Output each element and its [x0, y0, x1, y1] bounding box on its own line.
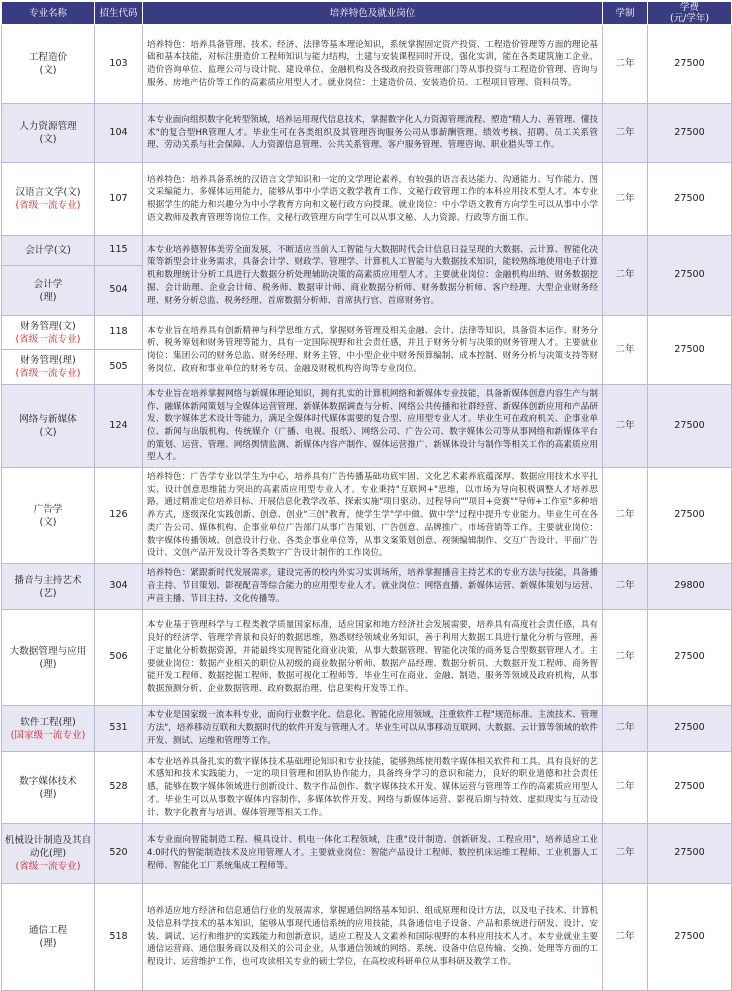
duration-cell: 二年: [603, 884, 648, 991]
major-type: (理): [39, 291, 57, 303]
table-row: [2, 236, 732, 266]
major-name: 大数据管理与应用: [9, 645, 87, 657]
major-type: (文): [53, 245, 71, 256]
major-name: 人力资源管理: [19, 121, 77, 132]
desc-cell: 培养特色：广告学专业以学生为中心，培养具有广告传播基础功底牢固、文化艺术素养底蕴深厚、数据应用技术水平扎实、设计创意思维能力突出的高素质应用型专业人才。专业秉持"互联网+"思维，以市场为导向积极调整人才培养思路，通过精准定位培养目标、开展信息化教学改革、探索实施"项目驱动、过程导向""项目+竞赛""导师+工作室"多种培养方式，逐级深化实践创新、创意、创业"三创"教育，使学生学"学中做、做中学"过程中提升专业能力。毕业生可在各类广告公司、媒体机构、企事业单位广告部门从事广告策划、广告创意、品牌推广、市场营销等工作。主要就业岗位：数字媒体传播领域、创意设计行业、各类企事业单位等，从事文案策划创意、视频编辑制作、交互广告设计、平面广告设计、文创产品开发设计等各类数字广告设计制作的工作岗位。: [143, 468, 603, 564]
major-name: [4, 716, 92, 729]
major-type: (理): [49, 848, 67, 859]
major-name: 数字媒体技术: [19, 775, 77, 787]
duration-cell: 二年: [603, 385, 648, 468]
table-row: [2, 468, 732, 564]
table-row: [2, 610, 732, 706]
desc-cell: 培养适应地方经济和信息通信行业的发展需求，掌握通信网络基本知识、组成原理和设计方法，以及电子技术、计算机及信息科学技术的基本知识，能够从事现代通信系统的应用技能，具备通信电子设备、产品和系统进行研发、设计、安装、调试、运行和维护的实践能力和创新意识，适应工程及人文素养和国际视野的本科应用技术人才。本专业就业主要通信运营商、通信服务商以及相关的公司企业，从事通信领域的网络、系统、设备中信息传输、交换、处理等方面的工程设计、运营维护工作，也可攻读相关专业的硕士学位，在高校或科研单位从事科研及教学工作。: [143, 884, 603, 991]
duration-cell: 二年: [603, 25, 648, 104]
major-name: [4, 186, 92, 199]
major-name: 会计学: [25, 245, 54, 256]
duration-cell: 二年: [603, 706, 648, 752]
code-cell: 504: [95, 266, 143, 316]
fee-cell: 27500: [648, 468, 732, 564]
table-row: [2, 316, 732, 350]
major-cell: [2, 266, 95, 316]
code-cell: 126: [95, 468, 143, 564]
major-type: (文): [39, 516, 57, 528]
table-row: [2, 884, 732, 991]
desc-cell: 本专业面向智能制造工程、模具设计、机电一体化工程领域，注重"设计制造、创新研发、工程应用"，培养适应工业4.0时代的智能制造技术及应用管理人才。主要就业岗位：智能产品设计工程师、数控机床运维工程师、工业机器人工程师、智能化工厂系统集成工程师等。: [143, 824, 603, 884]
major-cell: [2, 236, 95, 266]
code-cell: 115: [95, 236, 143, 266]
code-cell: 505: [95, 350, 143, 385]
major-type: (文): [39, 134, 57, 145]
fee-cell: 27500: [648, 236, 732, 316]
major-name-text: 软件工程: [20, 716, 59, 728]
major-cell: [2, 163, 95, 236]
code-cell: 104: [95, 104, 143, 163]
fee-cell: 27500: [648, 824, 732, 884]
table-row: [2, 163, 732, 236]
fee-cell: 27500: [648, 752, 732, 824]
duration-cell: 二年: [603, 824, 648, 884]
major-type: (理): [39, 658, 57, 670]
code-cell: 107: [95, 163, 143, 236]
code-cell: 531: [95, 706, 143, 752]
desc-cell: 培养特色：培养具备系统的汉语言文学知识和一定的文学理论素养，有较强的语言表达能力、沟通能力、写作能力、图文采编能力、多媒体运用能力，能够从事中小学语文教学教育工作、文秘行政管理工作的本科应用技术型人才。本专业根据学生的能力和兴趣分为中小学教育方向和文秘行政方向授课。就业岗位：中小学语文教育方向学生可以从事中小学语文教师及教育管理等岗位工作。文秘行政管理方向学生可以从事文秘、人力资源、行政等方面工作。: [143, 163, 603, 236]
code-cell: 518: [95, 884, 143, 991]
major-cell: [2, 564, 95, 610]
fee-cell: 27500: [648, 884, 732, 991]
header-major: 专业名称: [2, 2, 95, 25]
code-cell: 506: [95, 610, 143, 706]
major-name-text: 机械设计制造及其自动化: [4, 835, 92, 859]
duration-cell: 二年: [603, 104, 648, 163]
code-cell: 304: [95, 564, 143, 610]
major-type: (理): [39, 788, 57, 800]
major-name: 通信工程: [28, 925, 68, 936]
major-honor-note: (省级一流专业): [15, 861, 81, 872]
desc-cell: 本专业培养具备扎实的数字媒体技术基础理论知识和专业技能，能够熟练使用数字媒体相关软件和工具。具有良好的艺术感知和技术实践能力，一定的项目管理和团队协作能力，具备终身学习的意识和能力，良好的职业道德和社会责任感，能够在数字媒体领域进行创新设计、数字作品创作、数字媒体技术开发、媒体运营与管理等工作的高素质应用型人才。毕业生可以从事数字媒体内容制作、多媒体软件开发、网络与新媒体运营、影视后期与特效、虚拟现实与互动设计、数字化教育与培训、媒体管理等相关工作。: [143, 752, 603, 824]
desc-cell: 本专业基于管理科学与工程类教学质量国家标准，适应国家和地方经济社会发展需要，培养具有高度社会责任感，具有良好的经济学、管理学背景和良好的数据思维，熟悉财经领域业务知识，善于利用大数据工具进行量化分析与管理，善于定量化分析数据资源，并能最终实现智能化商业决策，从事大数据管理、智能化决策的商务复合型数据管理人才。主要就业岗位：数据产业相关的职位从初级的商业数据分析师、数据产品经理、数据分析员、大数据开发工程师、商务智能开发工程师、数据挖掘工程师、数据可视化工程师等。毕业生可在商业、金融、制造、服务等领域及政府机构，从事数据预测分析、企业数据管理、政府数据治理、信息架构开发等工作。: [143, 610, 603, 706]
header-row: [2, 2, 732, 25]
major-type: (文): [39, 65, 57, 76]
major-honor-note: (国家级一流专业): [10, 729, 86, 741]
table-row: [2, 104, 732, 163]
major-cell: [2, 350, 95, 385]
table-row: [2, 385, 732, 468]
fee-cell: 27500: [648, 706, 732, 752]
header-fee-line2: (元/学年): [669, 13, 710, 24]
table-row: [2, 564, 732, 610]
code-cell: 103: [95, 25, 143, 104]
header-fee: [648, 2, 732, 25]
major-name: [4, 834, 92, 860]
fee-cell: 27500: [648, 385, 732, 468]
major-type: (文): [39, 427, 57, 438]
fee-cell: 27500: [648, 163, 732, 236]
desc-cell: 培养特色：培养具备管理、技术、经济、法律等基本理论知识，系统掌握固定资产投资、工程造价管理等方面的理论基础和基本技能，对标注册造价工程师知识与能力结构，土建与安装课程同时开设，强化实训，能在各类建筑施工企业、造价咨询单位、监理公司与设计院、建设单位、金融机构及各级政府投资管理部门等从事投资与工程造价管理、咨询与服务、房地产估价等工作的高素质应用型人才。就业岗位：土建造价员、安装造价员、工程项目管理、资料员等。: [143, 25, 603, 104]
duration-cell: 二年: [603, 236, 648, 316]
major-name-text: 汉语言文学: [15, 187, 64, 198]
major-name: [4, 320, 92, 333]
major-cell: [2, 25, 95, 104]
major-honor-note: (省级一流专业): [15, 200, 81, 211]
fee-cell: 27500: [648, 610, 732, 706]
fee-cell: 27500: [648, 316, 732, 385]
code-cell: 528: [95, 752, 143, 824]
header-fee-line1: 学费: [679, 2, 699, 13]
major-name: 会计学: [33, 278, 63, 290]
major-type: (理): [58, 355, 76, 366]
code-cell: 124: [95, 385, 143, 468]
header-desc: 培养特色及就业岗位: [143, 2, 603, 25]
major-type: (文): [58, 320, 76, 332]
code-cell: 118: [95, 316, 143, 350]
desc-cell: 培养特色：紧跟新时代发展需求，建设完善的校内外实习实训场所，培养掌握播音主持艺术的专业方法与技能，具备播音主持、节目策划、影视配音等综合能力的应用型专业人才。就业岗位：网络直播、新媒体运营、新媒体策划与运营、声音主播、节目主持、文化传播等。: [143, 564, 603, 610]
code-cell: 520: [95, 824, 143, 884]
major-name-text: 财务管理: [20, 355, 59, 366]
major-type: (文): [63, 187, 81, 198]
major-cell: [2, 884, 95, 991]
major-cell: [2, 468, 95, 564]
desc-cell: 本专业旨在培养具有创新精神与科学思维方式，掌握财务管理及相关金融、会计、法律等知识，具备资本运作、财务分析、税务筹划和财务管理等能力，具有一定国际视野和社会责任感，并且于财务分析与决策的财务管理人才。主要就业岗位：集团公司的财务总监、财务经理、财务主管，中小型企业中财务预算编制、成本控制、财务分析与决策支持等财务岗位、政府和事业单位的财务专员、金融及财税机构咨询等专业岗位。: [143, 316, 603, 385]
major-cell: [2, 706, 95, 752]
major-honor-note: (省级一流专业): [15, 333, 81, 345]
major-name: 播音与主持艺术: [14, 574, 82, 586]
major-name-text: 财务管理: [20, 320, 59, 332]
duration-cell: 二年: [603, 564, 648, 610]
major-honor-note: (省级一流专业): [15, 368, 81, 379]
duration-cell: 二年: [603, 610, 648, 706]
duration-cell: 二年: [603, 752, 648, 824]
major-type: (理): [58, 716, 76, 728]
table-row: [2, 752, 732, 824]
major-name: 广告学: [33, 503, 63, 515]
duration-cell: 二年: [603, 316, 648, 385]
header-duration: 学制: [603, 2, 648, 25]
desc-cell: 本专业面向组织数字化转型领域，培养运用现代信息技术，掌握数字化人力资源管理流程、塑造"精人力、善管理、懂技术"的复合型HR管理人才。毕业生可在各类组织及其管理咨询服务公司从事薪酬管理、绩效考核、招聘、员工关系管理、劳动关系与社会保障、人力资源信息管理、公共关系管理、客户服务管理、管理咨询、职业猎头等工作。: [143, 104, 603, 163]
table-row: [2, 25, 732, 104]
fee-cell: 29800: [648, 564, 732, 610]
major-cell: [2, 752, 95, 824]
header-code: 招生代码: [95, 2, 143, 25]
desc-cell: 本专业培养德智体美劳全面发展，不断适应当前人工智能与大数据时代会计信息日益呈现的大数据、云计算、智能化决策等新型会计业务需求，具备会计学、财政学、管理学、计算机人工智能与大数据技术知识，能较熟练地使用电子计算机和数理统计分析工具进行大数据分析处理辅助决策的高素质应用型人才。主要就业岗位：金融机构出纳、财务数据挖掘、会计助理、企业会计师、税务师、数据审计师、商业数据分析师、财务数据分析师、客户经理、大型企业财务经理、财务分析总监、税务经理、首席数据分析师、首席执行官、首席财务官。: [143, 236, 603, 316]
duration-cell: 二年: [603, 163, 648, 236]
desc-cell: 本专业旨在培养掌握网络与新媒体理论知识，拥有扎实的计算机网络和新媒体专业技能，具备新媒体创意内容生产与制作、融媒体新闻策划与全媒体运营管理、新媒体数据调查与分析、网络公共传播和社群经营、新媒体创新应用和产品研发、数字媒体艺术设计等能力，满足全媒体时代媒体需要的复合型、应用型专业人才。毕业生可在政府机关、企事业单位、新闻与出版机构、传统媒介（广播、电视、报纸）、网络公司、广告公司、数字媒体公司等从事网络和新媒体平台的策划、运营、管理、网络舆情监测、新媒体内容产制作、媒体运营推广、新媒体设计与制作等相关工作的高素质应用型人才。: [143, 385, 603, 468]
major-name: 网络与新媒体: [19, 414, 77, 425]
desc-cell: 本专业是国家级一流本科专业，面向行业数字化、信息化、智能化应用领域，注重软件工程"规范标准、主流技术、管理方法"，培养移动互联和大数据时代的软件开发与管理人才。毕业生可以从事移动互联网、大数据、云计算等领域的软件开发、测试、运维和管理等工作。: [143, 706, 603, 752]
major-type: (艺): [39, 587, 57, 599]
fee-cell: 27500: [648, 25, 732, 104]
major-cell: [2, 385, 95, 468]
fee-cell: 27500: [648, 104, 732, 163]
enrollment-table: [1, 1, 732, 991]
major-cell: [2, 316, 95, 350]
major-name: [4, 354, 92, 367]
table-row: [2, 824, 732, 884]
major-name: 工程造价: [28, 52, 68, 63]
major-cell: [2, 610, 95, 706]
major-cell: [2, 824, 95, 884]
major-type: (理): [39, 938, 57, 949]
duration-cell: 二年: [603, 468, 648, 564]
table-row: [2, 706, 732, 752]
major-cell: [2, 104, 95, 163]
